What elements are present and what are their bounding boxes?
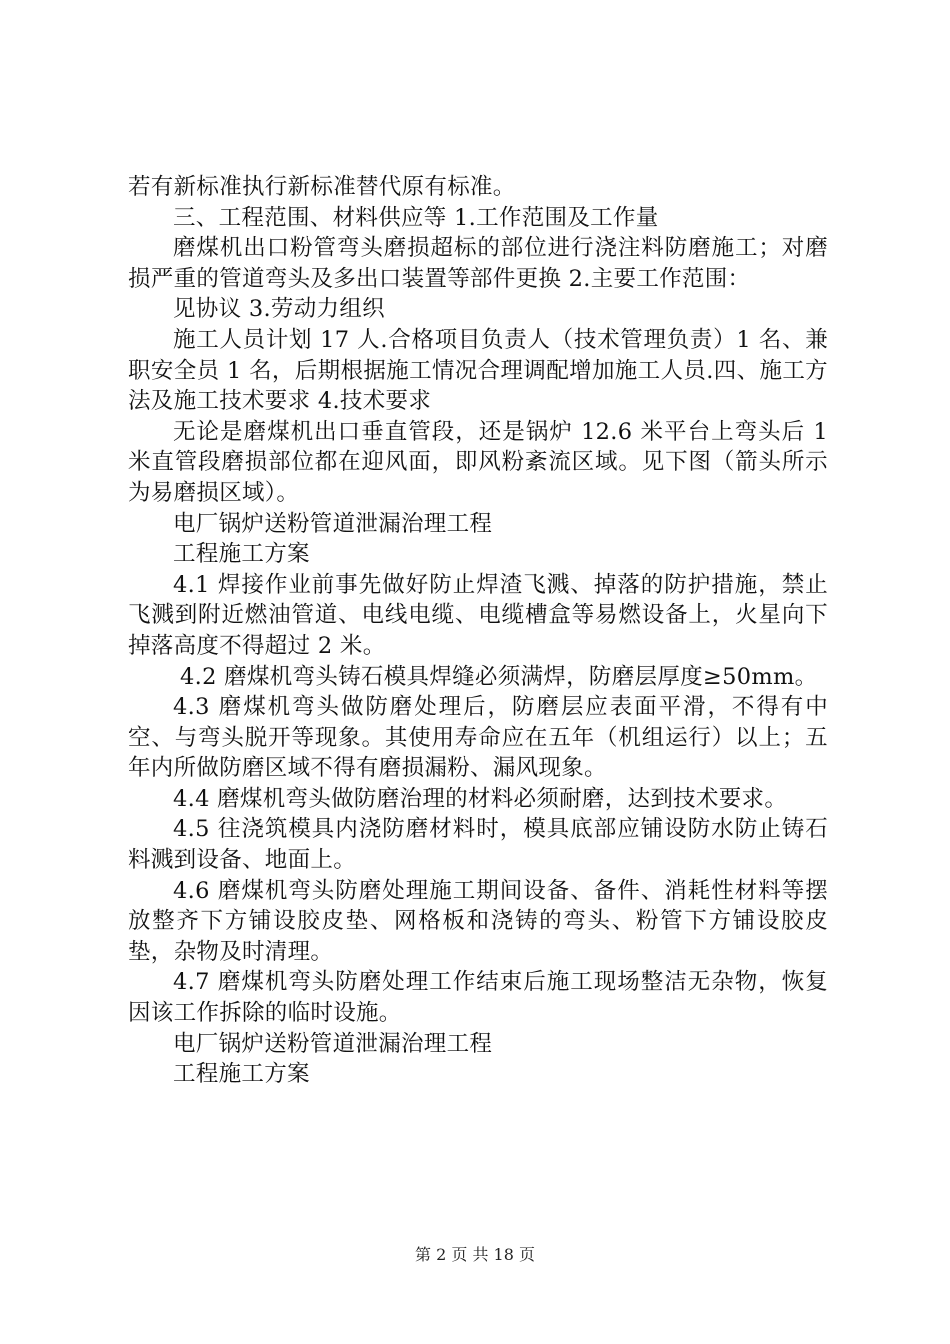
- paragraph-item-4-6: 4.6 磨煤机弯头防磨处理施工期间设备、备件、消耗性材料等摆放整齐下方铺设胶皮垫、网格板和浇铸的弯头、粉管下方铺设胶皮垫，杂物及时清理。: [128, 877, 828, 965]
- paragraph-project-title: 电厂锅炉送粉管道泄漏治理工程: [173, 510, 493, 537]
- paragraph-wear-location: 无论是磨煤机出口垂直管段，还是锅炉 12.6 米平台上弯头后 1 米直管段磨损部位都在迎风面，即风粉紊流区域。见下图（箭头所示为易磨损区域）。: [128, 418, 828, 506]
- paragraph-item-4-5: 4.5 往浇筑模具内浇防磨材料时，模具底部应铺设防水防止铸石料溅到设备、地面上。: [128, 816, 828, 874]
- document-body: [128, 172, 828, 1090]
- paragraph-staffing: 施工人员计划 17 人.合格项目负责人（技术管理负责）1 名、兼职安全员 1 名，后期根据施工情况合理调配增加施工人员.四、施工方法及施工技术要求 4.技术要求: [128, 326, 828, 415]
- page-footer: 第 2 页 共 18 页: [415, 1245, 535, 1264]
- paragraph-see-agreement: 见协议 3.劳动力组织: [173, 296, 385, 323]
- paragraph-item-4-2: 4.2 磨煤机弯头铸石模具焊缝必须满焊，防磨层厚度≥50mm。: [180, 663, 818, 690]
- paragraph-item-4-4: 4.4 磨煤机弯头做防磨治理的材料必须耐磨，达到技术要求。: [173, 785, 788, 812]
- paragraph-work-scope: 磨煤机出口粉管弯头磨损超标的部位进行浇注料防磨施工；对磨损严重的管道弯头及多出口装置等部件更换 2.主要工作范围：: [128, 235, 828, 292]
- paragraph-item-4-1: 4.1 焊接作业前事先做好防止焊渣飞溅、掉落的防护措施，禁止飞溅到附近燃油管道、电线电缆、电缆槽盒等易燃设备上，火星向下掉落高度不得超过 2 米。: [128, 571, 828, 659]
- paragraph-standard-note: 若有新标准执行新标准替代原有标准。: [128, 174, 516, 200]
- paragraph-plan-title-repeat: 工程施工方案: [173, 1061, 310, 1088]
- paragraph-plan-title: 工程施工方案: [173, 541, 310, 568]
- paragraph-item-4-7: 4.7 磨煤机弯头防磨处理工作结束后施工现场整洁无杂物，恢复因该工作拆除的临时设施。: [128, 969, 828, 1027]
- paragraph-project-title-repeat: 电厂锅炉送粉管道泄漏治理工程: [173, 1030, 493, 1057]
- paragraph-item-4-3: 4.3 磨煤机弯头做防磨处理后，防磨层应表面平滑，不得有中空、与弯头脱开等现象。其使用寿命应在五年（机组运行）以上；五年内所做防磨区域不得有磨损漏粉、漏风现象。: [128, 694, 828, 782]
- paragraph-section-three-heading: 三、工程范围、材料供应等 1.工作范围及工作量: [173, 204, 659, 231]
